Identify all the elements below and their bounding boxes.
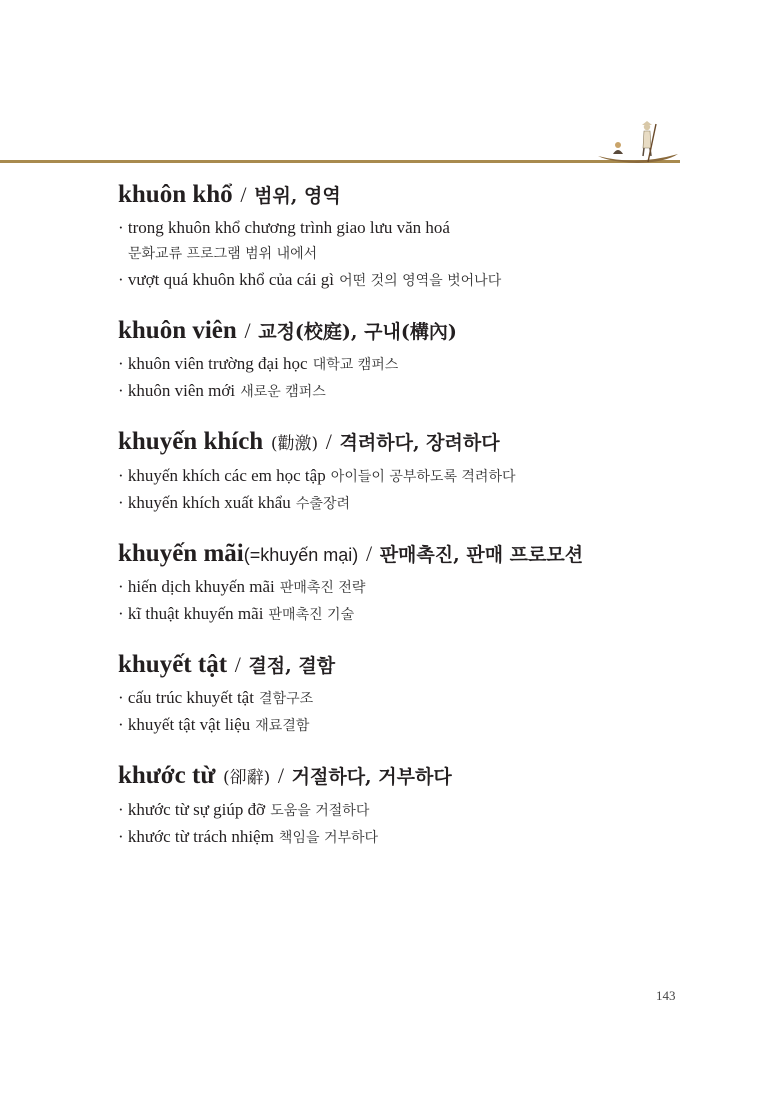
example — [118, 827, 718, 848]
example-vietnamese: · khuôn viên mới — [118, 381, 236, 400]
example-korean: 새로운 캠퍼스 — [240, 384, 326, 400]
separator: / — [240, 182, 247, 207]
meaning: 격려하다, 장려하다 — [339, 432, 500, 454]
entry-headline — [118, 759, 718, 794]
entry — [118, 759, 718, 848]
headword: khuôn khổ — [118, 181, 233, 208]
separator: / — [365, 541, 373, 566]
entry-headline — [118, 648, 718, 682]
example-korean: 판매촉진 전략 — [279, 580, 366, 596]
entry — [118, 425, 718, 514]
meaning: 거절하다, 거부하다 — [291, 766, 452, 788]
entry — [118, 314, 718, 402]
example — [118, 270, 718, 291]
meaning: 범위, 영역 — [254, 185, 341, 207]
entry-headline — [118, 537, 718, 571]
separator: / — [325, 429, 332, 454]
headword: khuyết tật — [118, 651, 228, 678]
example-vietnamese: · cấu trúc khuyết tật — [118, 688, 254, 707]
example-vietnamese: · khuyết tật vật liệu — [118, 715, 251, 734]
dictionary-entries — [118, 178, 718, 871]
separator: / — [234, 652, 241, 677]
example-korean: 판매촉진 기술 — [268, 607, 355, 623]
entry-headline — [118, 178, 718, 212]
meaning: 결점, 결함 — [248, 655, 336, 677]
example — [118, 604, 718, 625]
example-vietnamese: · khuôn viên trường đại học — [118, 354, 308, 373]
example-vietnamese: · trong khuôn khổ chương trình giao lưu văn hoá — [118, 218, 450, 237]
page-number: 143 — [656, 988, 676, 1003]
example-korean: 재료결함 — [255, 718, 310, 734]
hanja: (勸激) — [270, 434, 319, 454]
example — [118, 577, 718, 598]
example — [118, 218, 718, 264]
boatman-icon — [596, 118, 680, 164]
headword: khước từ — [118, 762, 216, 789]
meaning: 판매촉진, 판매 프로모션 — [379, 544, 584, 566]
example-korean: 어떤 것의 영역을 벗어나다 — [339, 273, 502, 289]
example — [118, 493, 718, 514]
entry-headline — [118, 314, 718, 348]
entry — [118, 178, 718, 291]
entry — [118, 537, 718, 625]
example — [118, 381, 718, 402]
example-korean: 아이들이 공부하도록 격려하다 — [330, 469, 516, 485]
example — [118, 466, 718, 487]
example-vietnamese: · vượt quá khuôn khổ của cái gì — [118, 270, 335, 289]
example — [118, 800, 718, 821]
entry — [118, 648, 718, 736]
headword: khuyến khích — [118, 428, 264, 455]
separator: / — [244, 318, 251, 343]
example — [118, 715, 718, 736]
example-korean: 대학교 캠퍼스 — [312, 357, 399, 373]
example-korean: 책임을 거부하다 — [278, 830, 379, 846]
headword: khuyến mãi — [118, 540, 244, 567]
example-vietnamese: · kĩ thuật khuyến mãi — [118, 604, 264, 623]
example-vietnamese: · khuyến khích xuất khẩu — [118, 493, 291, 512]
example — [118, 354, 718, 375]
separator: / — [277, 763, 284, 788]
meaning: 교정(校庭), 구내(構內) — [258, 321, 457, 343]
example-vietnamese: · hiến dịch khuyến mãi — [118, 577, 275, 596]
alternate-form: (=khuyến mại) — [243, 545, 359, 565]
hanja: (卻辭) — [222, 768, 271, 788]
example-korean: 도움을 거절하다 — [270, 803, 370, 819]
example-korean: 결함구조 — [259, 691, 314, 707]
headword: khuôn viên — [118, 317, 237, 344]
entry-headline — [118, 425, 718, 460]
example-vietnamese: · khước từ trách nhiệm — [118, 827, 274, 846]
example-korean: 수출장려 — [295, 496, 350, 512]
header-rule — [0, 160, 680, 163]
example-vietnamese: · khuyến khích các em học tập — [118, 466, 326, 485]
example — [118, 688, 718, 709]
example-vietnamese: · khước từ sự giúp đỡ — [118, 800, 266, 819]
example-korean: 문화교류 프로그램 범위 내에서 — [128, 246, 318, 262]
